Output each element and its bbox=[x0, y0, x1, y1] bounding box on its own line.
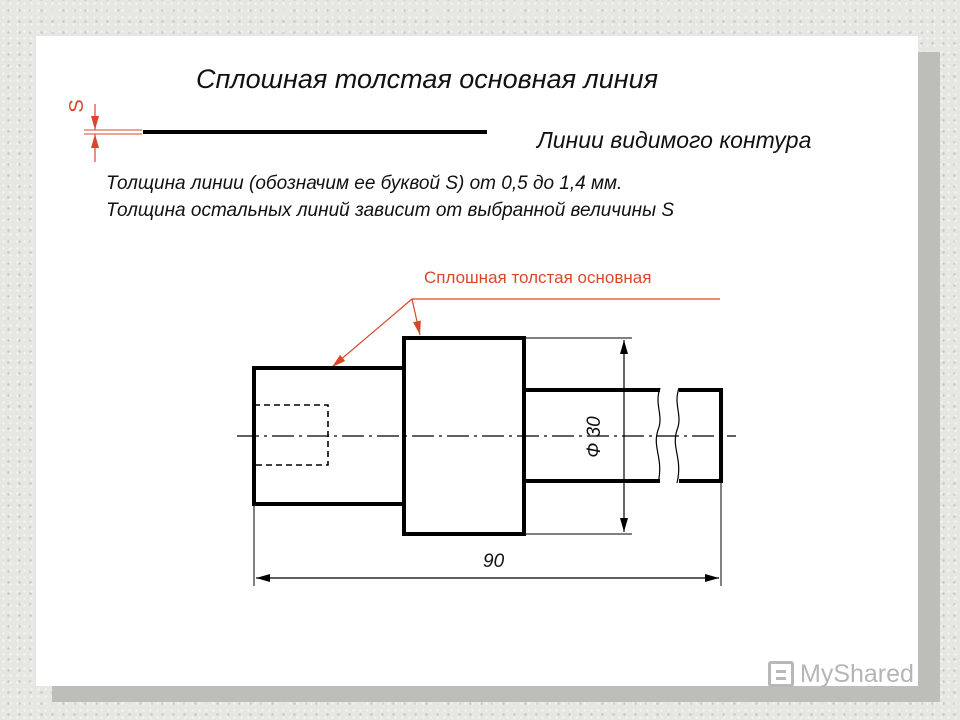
dimension-length-label: 90 bbox=[483, 551, 505, 572]
watermark-text: MyShared bbox=[800, 659, 914, 688]
dimension-diameter-label: Ф 30 bbox=[584, 416, 605, 458]
watermark bbox=[768, 656, 914, 692]
thickness-symbol: S bbox=[66, 99, 88, 113]
callout-label: Сплошная толстая основная bbox=[424, 268, 652, 287]
hidden-bore bbox=[254, 405, 328, 465]
description-line-1: Толщина линии (обозначим ее буквой S) от 0,5 до 1,4 мм. bbox=[106, 173, 623, 194]
slide-title: Сплошная толстая основная линия bbox=[196, 64, 659, 94]
slide-subtitle: Линии видимого контура bbox=[537, 127, 812, 153]
description-line-2: Толщина остальных линий зависит от выбранной величины S bbox=[106, 200, 675, 221]
thickness-indicator bbox=[84, 104, 142, 162]
slideshow-icon bbox=[768, 661, 794, 687]
